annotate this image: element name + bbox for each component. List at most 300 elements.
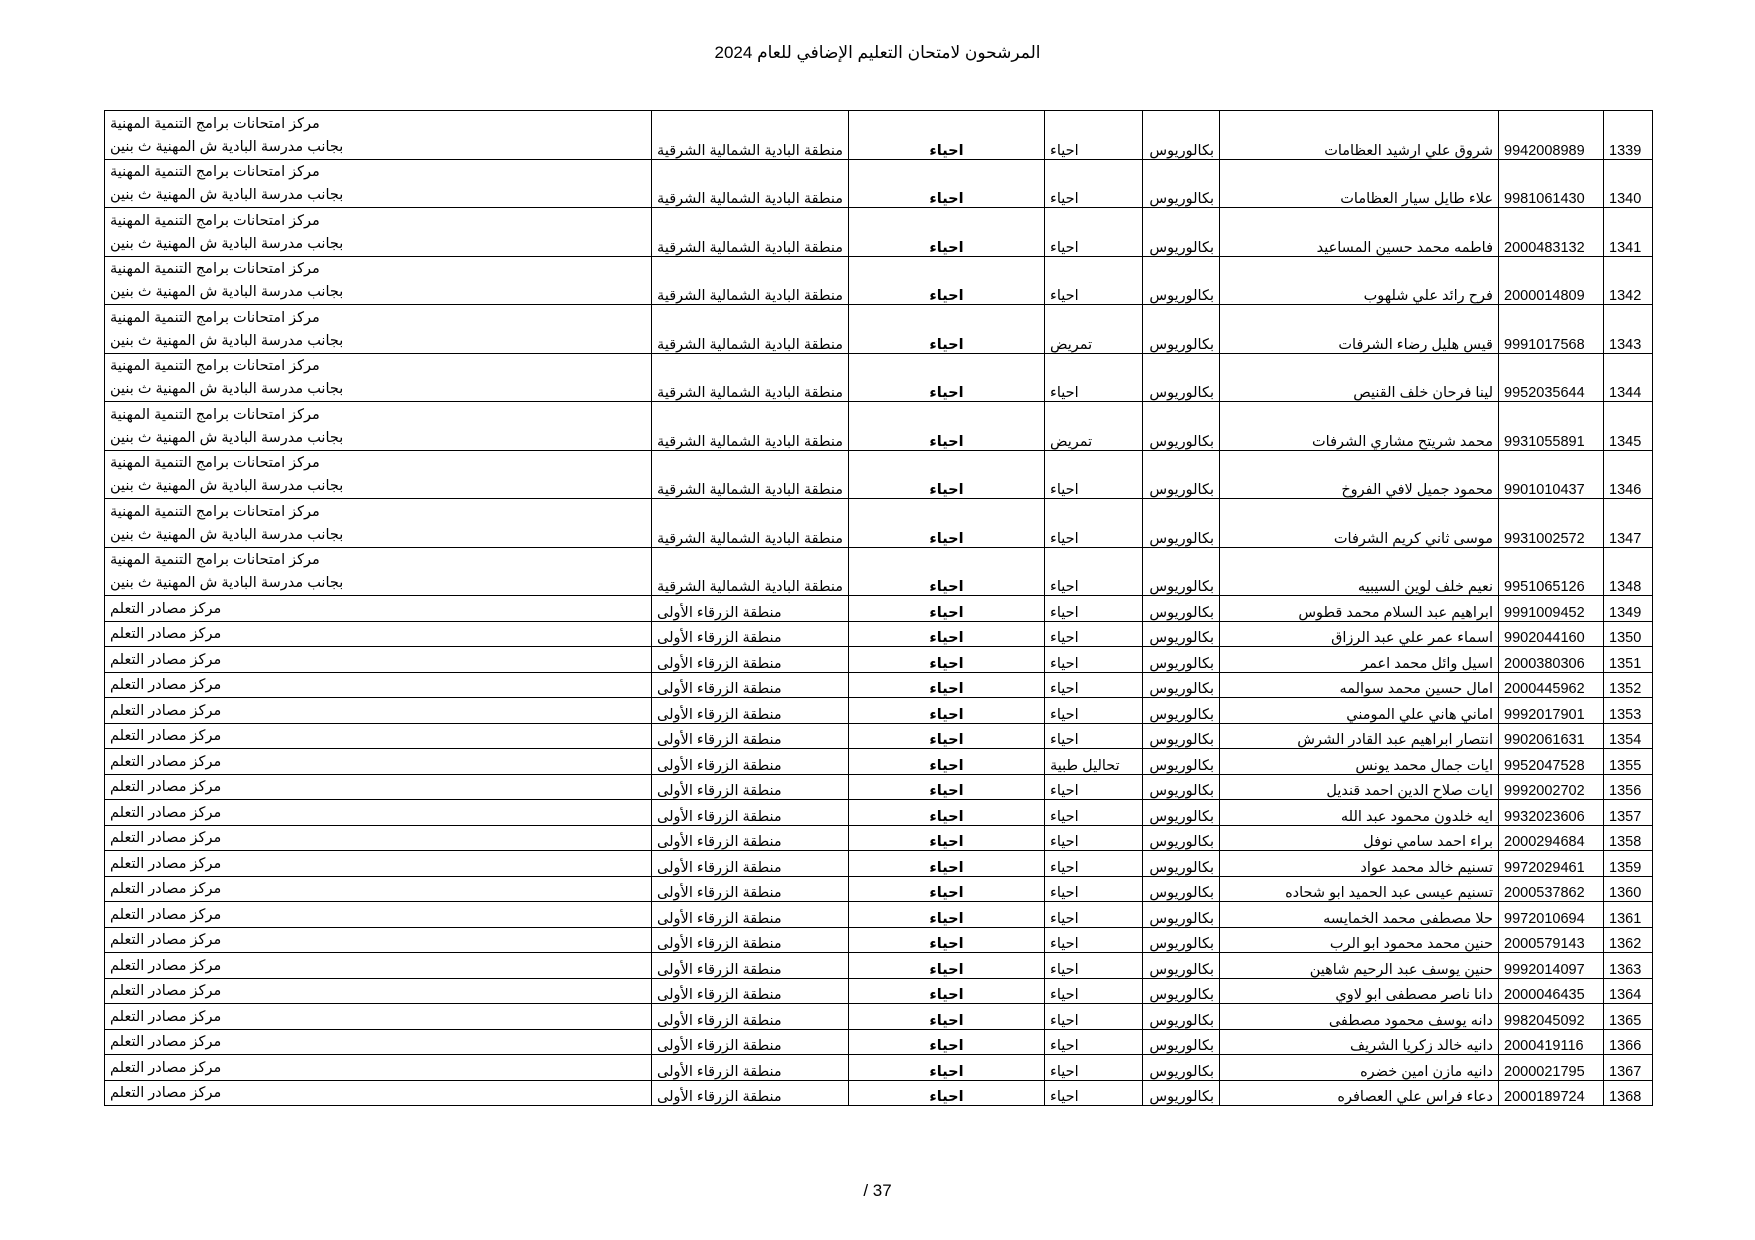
candidate-name: دانه يوسف محمود مصطفى [1220,1004,1499,1030]
degree: بكالوريوس [1143,800,1220,826]
exam-center-location: بجانب مدرسة البادية ش المهنية ث بنين [110,284,344,300]
national-id: 2000419116 [1499,1029,1604,1055]
exam-center [105,749,652,775]
specialization: احياء [1045,825,1143,851]
national-id: 9931055891 [1499,402,1604,451]
education-region: منطقة الزرقاء الأولى [652,621,849,647]
exam-center-location: بجانب مدرسة البادية ش المهنية ث بنين [110,478,344,494]
national-id: 2000483132 [1499,208,1604,257]
exam-subject: احياء [849,353,1045,402]
exam-center [105,800,652,826]
exam-center [105,402,652,451]
degree: بكالوريوس [1143,953,1220,979]
page-title: المرشحون لامتحان التعليم الإضافي للعام 2024 [714,43,1041,62]
exam-center-name: مركز مصادر التعلم [110,753,222,770]
exam-center-name: مركز مصادر التعلم [110,600,222,617]
table-row [105,774,1653,800]
education-region: منطقة البادية الشمالية الشرقية [652,499,849,548]
specialization: احياء [1045,800,1143,826]
row-number: 1359 [1604,851,1653,877]
exam-subject: احياء [849,596,1045,622]
exam-center [105,111,652,160]
candidate-name: اسماء عمر علي عبد الرزاق [1220,621,1499,647]
row-number: 1358 [1604,825,1653,851]
row-number: 1356 [1604,774,1653,800]
education-region: منطقة البادية الشمالية الشرقية [652,547,849,596]
candidate-name: تسنيم خالد محمد عواد [1220,851,1499,877]
table-row [105,1055,1653,1081]
row-number: 1346 [1604,450,1653,499]
education-region: منطقة الزرقاء الأولى [652,647,849,673]
specialization: احياء [1045,698,1143,724]
exam-center-location: بجانب مدرسة البادية ش المهنية ث بنين [110,381,344,397]
table-row [105,698,1653,724]
table-row [105,672,1653,698]
table-row [105,621,1653,647]
specialization: تمريض [1045,305,1143,354]
exam-center-name: مركز مصادر التعلم [110,1034,222,1050]
candidate-name: قيس هليل رضاء الشرفات [1220,305,1499,354]
row-number: 1367 [1604,1055,1653,1081]
table-row [105,825,1653,851]
exam-subject: احياء [849,749,1045,775]
table-row [105,596,1653,622]
degree: بكالوريوس [1143,256,1220,305]
row-number: 1357 [1604,800,1653,826]
table-row [105,749,1653,775]
degree: بكالوريوس [1143,698,1220,724]
specialization: احياء [1045,774,1143,800]
specialization: احياء [1045,1055,1143,1081]
national-id: 2000380306 [1499,647,1604,673]
exam-center-name: مركز مصادر التعلم [110,626,222,642]
candidate-name: دعاء فراس علي العصافره [1220,1080,1499,1106]
degree: بكالوريوس [1143,305,1220,354]
row-number: 1350 [1604,621,1653,647]
exam-center [105,978,652,1004]
exam-subject: احياء [849,1004,1045,1030]
education-region: منطقة الزرقاء الأولى [652,672,849,698]
table-row [105,547,1653,596]
education-region: منطقة الزرقاء الأولى [652,927,849,953]
degree: بكالوريوس [1143,111,1220,160]
national-id: 2000579143 [1499,927,1604,953]
exam-center [105,547,652,596]
candidate-name: علاء طايل سيار العظامات [1220,159,1499,208]
national-id: 9981061430 [1499,159,1604,208]
exam-center-name: مركز امتحانات برامج التنمية المهنية [110,115,320,132]
degree: بكالوريوس [1143,774,1220,800]
exam-subject: احياء [849,1055,1045,1081]
exam-center-location: بجانب مدرسة البادية ش المهنية ث بنين [110,138,344,155]
national-id: 2000189724 [1499,1080,1604,1106]
exam-center [105,953,652,979]
row-number: 1339 [1604,111,1653,160]
exam-center [105,499,652,548]
exam-center-location: بجانب مدرسة البادية ش المهنية ث بنين [110,526,344,543]
table-row [105,1080,1653,1106]
candidate-name: موسى ثاني كريم الشرفات [1220,499,1499,548]
exam-center-name: مركز مصادر التعلم [110,677,222,693]
exam-center [105,1029,652,1055]
national-id: 2000294684 [1499,825,1604,851]
row-number: 1341 [1604,208,1653,257]
exam-subject: احياء [849,647,1045,673]
exam-subject: احياء [849,450,1045,499]
row-number: 1354 [1604,723,1653,749]
specialization: احياء [1045,596,1143,622]
degree: بكالوريوس [1143,1055,1220,1081]
exam-center-name: مركز مصادر التعلم [110,881,222,897]
specialization: احياء [1045,111,1143,160]
candidate-name: امال حسين محمد سوالمه [1220,672,1499,698]
candidate-name: دانيه مازن امين خضره [1220,1055,1499,1081]
row-number: 1351 [1604,647,1653,673]
national-id: 9992002702 [1499,774,1604,800]
specialization: احياء [1045,672,1143,698]
exam-center [105,256,652,305]
exam-subject: احياء [849,547,1045,596]
table-row [105,353,1653,402]
exam-center [105,208,652,257]
row-number: 1349 [1604,596,1653,622]
education-region: منطقة البادية الشمالية الشرقية [652,256,849,305]
specialization: احياء [1045,353,1143,402]
table-row [105,902,1653,928]
candidate-name: فاطمه محمد حسين المساعيد [1220,208,1499,257]
row-number: 1368 [1604,1080,1653,1106]
education-region: منطقة البادية الشمالية الشرقية [652,208,849,257]
exam-center [105,851,652,877]
degree: بكالوريوس [1143,851,1220,877]
education-region: منطقة البادية الشمالية الشرقية [652,159,849,208]
table-row [105,111,1653,160]
table-row [105,159,1653,208]
row-number: 1363 [1604,953,1653,979]
degree: بكالوريوس [1143,353,1220,402]
degree: بكالوريوس [1143,450,1220,499]
education-region: منطقة البادية الشمالية الشرقية [652,111,849,160]
row-number: 1340 [1604,159,1653,208]
table-row [105,876,1653,902]
exam-center [105,927,652,953]
national-id: 2000046435 [1499,978,1604,1004]
national-id: 9992014097 [1499,953,1604,979]
education-region: منطقة الزرقاء الأولى [652,825,849,851]
exam-center-location: بجانب مدرسة البادية ش المهنية ث بنين [110,429,344,446]
specialization: تمريض [1045,402,1143,451]
education-region: منطقة الزرقاء الأولى [652,774,849,800]
exam-center-name: مركز امتحانات برامج التنمية المهنية [110,358,320,374]
education-region: منطقة البادية الشمالية الشرقية [652,402,849,451]
row-number: 1345 [1604,402,1653,451]
exam-subject: احياء [849,159,1045,208]
candidate-name: نعيم خلف لوين السيبيه [1220,547,1499,596]
degree: بكالوريوس [1143,1004,1220,1030]
exam-center-name: مركز امتحانات برامج التنمية المهنية [110,455,320,471]
education-region: منطقة الزرقاء الأولى [652,1080,849,1106]
row-number: 1353 [1604,698,1653,724]
national-id: 2000021795 [1499,1055,1604,1081]
exam-center [105,1055,652,1081]
exam-center-name: مركز امتحانات برامج التنمية المهنية [110,164,320,180]
exam-subject: احياء [849,1029,1045,1055]
exam-subject: احياء [849,825,1045,851]
education-region: منطقة الزرقاء الأولى [652,749,849,775]
page-number: 37 / [863,1181,892,1200]
candidate-name: ايات جمال محمد يونس [1220,749,1499,775]
degree: بكالوريوس [1143,876,1220,902]
exam-subject: احياء [849,723,1045,749]
national-id: 9901010437 [1499,450,1604,499]
exam-subject: احياء [849,978,1045,1004]
table-row [105,1029,1653,1055]
national-id: 9991009452 [1499,596,1604,622]
specialization: تحاليل طبية [1045,749,1143,775]
candidate-name: اماني هاني علي المومني [1220,698,1499,724]
specialization: احياء [1045,851,1143,877]
row-number: 1347 [1604,499,1653,548]
degree: بكالوريوس [1143,547,1220,596]
national-id: 2000014809 [1499,256,1604,305]
degree: بكالوريوس [1143,723,1220,749]
exam-subject: احياء [849,672,1045,698]
exam-center-location: بجانب مدرسة البادية ش المهنية ث بنين [110,332,344,349]
degree: بكالوريوس [1143,749,1220,775]
row-number: 1365 [1604,1004,1653,1030]
national-id: 9982045092 [1499,1004,1604,1030]
national-id: 9992017901 [1499,698,1604,724]
national-id: 9972029461 [1499,851,1604,877]
degree: بكالوريوس [1143,825,1220,851]
candidates-table [104,110,1653,1106]
education-region: منطقة البادية الشمالية الشرقية [652,353,849,402]
candidate-name: محمد شريتح مشاري الشرفات [1220,402,1499,451]
national-id: 9902044160 [1499,621,1604,647]
exam-subject: احياء [849,698,1045,724]
candidate-name: محمود جميل لافي الفروخ [1220,450,1499,499]
exam-center-name: مركز امتحانات برامج التنمية المهنية [110,261,320,277]
exam-center-name: مركز مصادر التعلم [110,728,222,744]
exam-center-location: بجانب مدرسة البادية ش المهنية ث بنين [110,235,344,252]
exam-subject: احياء [849,499,1045,548]
table-row [105,402,1653,451]
table-row [105,647,1653,673]
exam-subject: احياء [849,927,1045,953]
education-region: منطقة الزرقاء الأولى [652,596,849,622]
national-id: 9952035644 [1499,353,1604,402]
table-row [105,851,1653,877]
exam-subject: احياء [849,851,1045,877]
exam-center [105,698,652,724]
exam-center [105,902,652,928]
specialization: احياء [1045,1029,1143,1055]
candidate-name: ايات صلاح الدين احمد قنديل [1220,774,1499,800]
exam-center-name: مركز مصادر التعلم [110,906,222,923]
specialization: احياء [1045,256,1143,305]
exam-center-name: مركز مصادر التعلم [110,1059,222,1076]
degree: بكالوريوس [1143,499,1220,548]
candidate-name: انتصار ابراهيم عبد القادر الشرش [1220,723,1499,749]
row-number: 1361 [1604,902,1653,928]
row-number: 1364 [1604,978,1653,1004]
degree: بكالوريوس [1143,672,1220,698]
candidate-name: حنين محمد محمود ابو الرب [1220,927,1499,953]
candidate-name: لينا فرحان خلف القنيص [1220,353,1499,402]
exam-center [105,305,652,354]
national-id: 9902061631 [1499,723,1604,749]
exam-center [105,621,652,647]
table-row [105,953,1653,979]
exam-center [105,774,652,800]
row-number: 1348 [1604,547,1653,596]
specialization: احياء [1045,953,1143,979]
candidate-name: حلا مصطفى محمد الخمايسه [1220,902,1499,928]
education-region: منطقة الزرقاء الأولى [652,1055,849,1081]
national-id: 9931002572 [1499,499,1604,548]
specialization: احياء [1045,927,1143,953]
exam-center-name: مركز امتحانات برامج التنمية المهنية [110,552,320,568]
table-row [105,978,1653,1004]
exam-center-name: مركز مصادر التعلم [110,983,222,999]
exam-subject: احياء [849,111,1045,160]
exam-center-name: مركز مصادر التعلم [110,932,222,948]
row-number: 1360 [1604,876,1653,902]
exam-center-name: مركز مصادر التعلم [110,1008,222,1025]
education-region: منطقة الزرقاء الأولى [652,851,849,877]
degree: بكالوريوس [1143,902,1220,928]
table-row [105,800,1653,826]
national-id: 9991017568 [1499,305,1604,354]
row-number: 1366 [1604,1029,1653,1055]
exam-center-name: مركز امتحانات برامج التنمية المهنية [110,406,320,423]
degree: بكالوريوس [1143,621,1220,647]
specialization: احياء [1045,723,1143,749]
candidate-name: حنين يوسف عبد الرحيم شاهين [1220,953,1499,979]
exam-subject: احياء [849,876,1045,902]
exam-center-name: مركز مصادر التعلم [110,830,222,846]
exam-center [105,672,652,698]
table-row [105,499,1653,548]
specialization: احياء [1045,647,1143,673]
degree: بكالوريوس [1143,208,1220,257]
table-row [105,450,1653,499]
exam-center [105,647,652,673]
degree: بكالوريوس [1143,1080,1220,1106]
specialization: احياء [1045,876,1143,902]
specialization: احياء [1045,621,1143,647]
specialization: احياء [1045,450,1143,499]
candidate-name: فرح رائد علي شلهوب [1220,256,1499,305]
exam-center [105,596,652,622]
national-id: 9942008989 [1499,111,1604,160]
education-region: منطقة الزرقاء الأولى [652,800,849,826]
specialization: احياء [1045,547,1143,596]
exam-subject: احياء [849,800,1045,826]
table-row [105,256,1653,305]
degree: بكالوريوس [1143,159,1220,208]
exam-center [105,876,652,902]
exam-center-name: مركز مصادر التعلم [110,1085,222,1101]
exam-center [105,159,652,208]
candidate-name: ابراهيم عبد السلام محمد قطوس [1220,596,1499,622]
exam-center [105,723,652,749]
specialization: احياء [1045,978,1143,1004]
table-row [105,723,1653,749]
exam-subject: احياء [849,774,1045,800]
candidate-name: ايه خلدون محمود عبد الله [1220,800,1499,826]
education-region: منطقة الزرقاء الأولى [652,953,849,979]
exam-center-location: بجانب مدرسة البادية ش المهنية ث بنين [110,187,344,203]
candidate-name: اسيل وائل محمد اعمر [1220,647,1499,673]
national-id: 9951065126 [1499,547,1604,596]
exam-subject: احياء [849,402,1045,451]
education-region: منطقة الزرقاء الأولى [652,902,849,928]
degree: بكالوريوس [1143,978,1220,1004]
education-region: منطقة الزرقاء الأولى [652,723,849,749]
degree: بكالوريوس [1143,1029,1220,1055]
exam-center [105,1004,652,1030]
exam-subject: احياء [849,256,1045,305]
candidate-name: دانيه خالد زكريا الشريف [1220,1029,1499,1055]
education-region: منطقة البادية الشمالية الشرقية [652,305,849,354]
table-row [105,208,1653,257]
national-id: 9932023606 [1499,800,1604,826]
exam-subject: احياء [849,621,1045,647]
row-number: 1344 [1604,353,1653,402]
row-number: 1352 [1604,672,1653,698]
row-number: 1355 [1604,749,1653,775]
specialization: احياء [1045,902,1143,928]
row-number: 1342 [1604,256,1653,305]
row-number: 1362 [1604,927,1653,953]
education-region: منطقة الزرقاء الأولى [652,978,849,1004]
exam-subject: احياء [849,902,1045,928]
table-row [105,305,1653,354]
national-id: 9952047528 [1499,749,1604,775]
candidates-table-body [105,111,1653,1106]
exam-center [105,825,652,851]
exam-subject: احياء [849,953,1045,979]
exam-center-name: مركز مصادر التعلم [110,779,222,795]
specialization: احياء [1045,1080,1143,1106]
degree: بكالوريوس [1143,647,1220,673]
exam-subject: احياء [849,305,1045,354]
candidate-name: دانا ناصر مصطفى ابو لاوي [1220,978,1499,1004]
exam-center [105,353,652,402]
exam-subject: احياء [849,208,1045,257]
degree: بكالوريوس [1143,402,1220,451]
degree: بكالوريوس [1143,596,1220,622]
specialization: احياء [1045,499,1143,548]
exam-center-name: مركز مصادر التعلم [110,702,222,719]
specialization: احياء [1045,208,1143,257]
exam-center-location: بجانب مدرسة البادية ش المهنية ث بنين [110,575,344,591]
exam-center-name: مركز مصادر التعلم [110,804,222,821]
degree: بكالوريوس [1143,927,1220,953]
table-row [105,927,1653,953]
education-region: منطقة الزرقاء الأولى [652,1004,849,1030]
national-id: 9972010694 [1499,902,1604,928]
exam-center-name: مركز مصادر التعلم [110,855,222,872]
exam-center [105,1080,652,1106]
exam-subject: احياء [849,1080,1045,1106]
table-row [105,1004,1653,1030]
specialization: احياء [1045,159,1143,208]
exam-center-name: مركز مصادر التعلم [110,957,222,974]
row-number: 1343 [1604,305,1653,354]
exam-center-name: مركز امتحانات برامج التنمية المهنية [110,309,320,326]
